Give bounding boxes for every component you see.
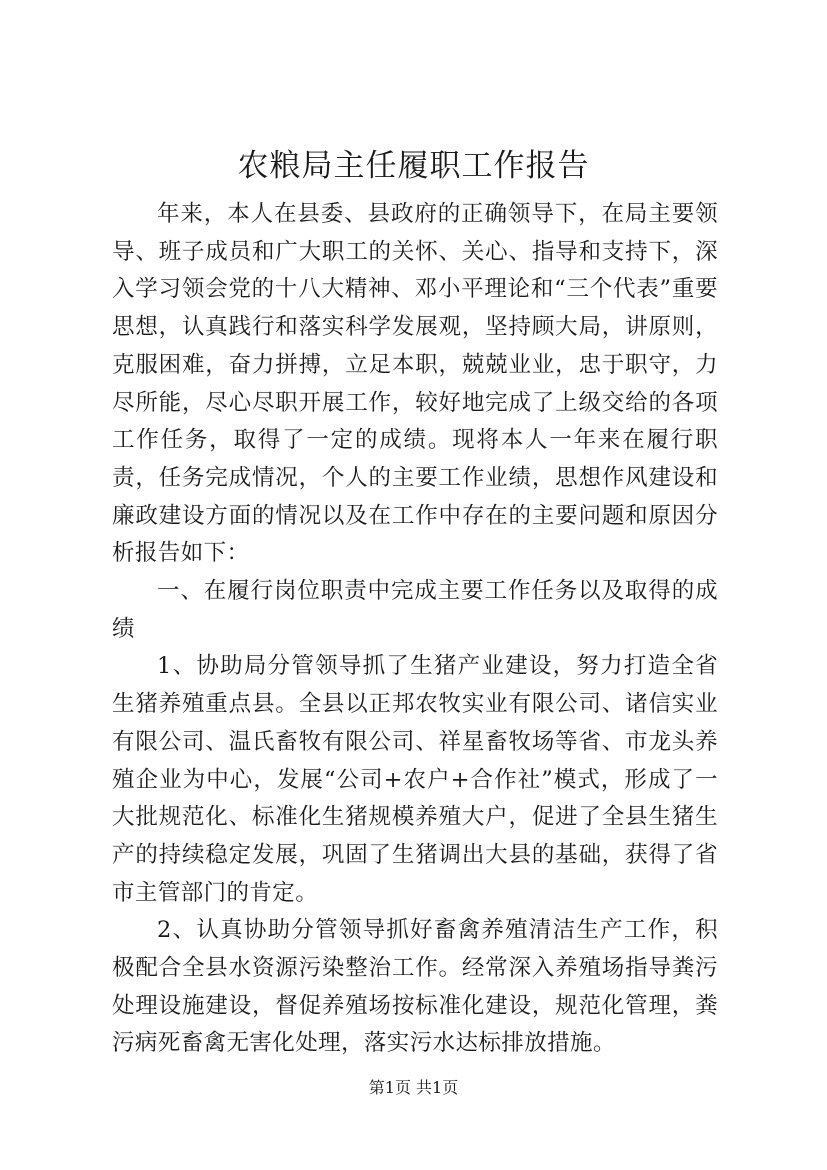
document-body [112,196,718,1063]
item-2-paragraph: 2、认真协助分管领导抓好畜禽养殖清洁生产工作，积极配合全县水资源污染整治工作。经常深入养殖场指导粪污处理设施建设，督促养殖场按标准化建设，规范化管理，粪污病死畜禽无害化处理，落实污水达标排放措施。 [112,917,718,1057]
page-footer: 第1页 共1页 [368,1078,459,1097]
document-title: 农粮局主任履职工作报告 [237,148,590,184]
intro-paragraph: 年来，本人在县委、县政府的正确领导下，在局主要领导、班子成员和广大职工的关怀、关心、指导和支持下，深入学习领会党的十八大精神、邓小平理论和“三个代表”重要思想，认真践行和落实科学发展观，坚持顾大局，讲原则，克服困难，奋力拼搏，立足本职，兢兢业业，忠于职守，力尽所能，尽心尽职开展工作，较好地完成了上级交给的各项工作任务，取得了一定的成绩。现将本人一年来在履行职责，任务完成情况，个人的主要工作业绩，思想作风建设和廉政建设方面的情况以及在工作中存在的主要问题和原因分析报告如下： [112,201,718,567]
item-1-paragraph: 1、协助局分管领导抓了生猪产业建设，努力打造全省生猪养殖重点县。全县以正邦农牧实业有限公司、诸信实业有限公司、温氏畜牧有限公司、祥星畜牧场等省、市龙头养殖企业为中心，发展“公司+农户+合作社”模式，形成了一大批规范化、标准化生猪规模养殖大户，促进了全县生猪生产的持续稳定发展，巩固了生猪调出大县的基础，获得了省市主管部门的肯定。 [112,653,718,906]
section-heading: 一、在履行岗位职责中完成主要工作任务以及取得的成绩 [112,578,718,642]
